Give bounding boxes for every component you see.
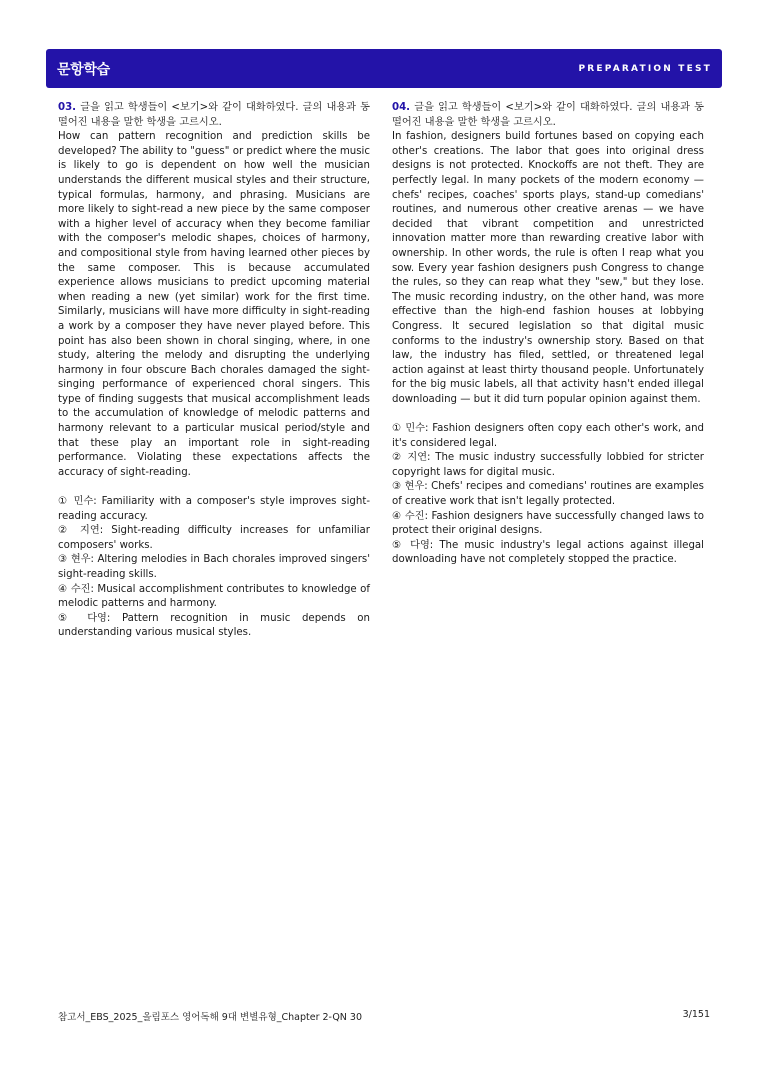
- option-2: ② 지연: Sight-reading difficulty increases for unfamiliar composers' works.: [58, 525, 370, 551]
- option-3: ③ 현우: Chefs' recipes and comedians' routines are examples of creative work that isn't legally protected.: [392, 481, 704, 508]
- header-subtitle: PREPARATION TEST: [578, 63, 712, 74]
- question-03-prompt-text: 글을 읽고 학생들이 <보기>와 같이 대화하였다. 글의 내용과 동떨어진 내용을 말한 학생을 고르시오.: [58, 102, 370, 128]
- question-03: [58, 101, 370, 641]
- footer-source: 참고서_EBS_2025_올림포스 영어독해 9대 변별유형_Chapter 2-QN 30: [58, 1012, 363, 1023]
- header-title: 문항학습: [57, 61, 110, 78]
- question-03-passage: How can pattern recognition and prediction skills be developed? The ability to "guess" or predict where the music is likely to go is dependent on how well the musician understands the different musical styles and their structure, typical formulas, harmony, and phrasing. Musicians are more likely to sight-read a new piece by the same composer with a higher level of accuracy when they become familiar with the composer's melodic shapes, choices of harmony, and compositional style from having learned other pieces by the same composer. This is because accumulated experience allows musicians to predict upcoming material when reading a new (yet similar) work for the first time. Similarly, musicians will have more difficulty in sight-reading a work by a composer they have never played before. This point has also been shown in choral singing, where, in one study, altering the melody and disrupting the underlying harmony in four obscure Bach chorales damaged the sight-singing performance of experienced choral singers. This type of finding suggests that musical accomplishment leads to the accumulation of knowledge of melodic patterns and harmony relevant to a particular musical period/style and that these play an important role in sight-reading performance. Violating these expectations affects the accuracy of sight-reading.: [58, 131, 370, 478]
- question-04-options: [392, 422, 704, 568]
- question-04-number: 04.: [392, 102, 411, 113]
- option-5: ⑤ 다영: The music industry's legal actions against illegal downloading have not completely stopped the practice.: [392, 539, 704, 566]
- question-03-number: 03.: [58, 102, 77, 113]
- question-03-prompt: [58, 101, 370, 130]
- option-4: ④ 수진: Musical accomplishment contributes to knowledge of melodic patterns and harmony.: [58, 583, 370, 610]
- option-1: ① 민수: Fashion designers often copy each other's work, and it's considered legal.: [392, 423, 704, 449]
- question-04-prompt: [392, 101, 704, 130]
- option-4: ④ 수진: Fashion designers have successfully changed laws to protect their original designs.: [392, 510, 704, 537]
- question-03-options: [58, 495, 370, 641]
- option-2: ② 지연: The music industry successfully lobbied for stricter copyright laws for digital music.: [392, 452, 704, 478]
- option-5: ⑤ 다영: Pattern recognition in music depends on understanding various musical styles.: [58, 612, 370, 639]
- footer-page-number: 3/151: [682, 1009, 710, 1020]
- option-1: ① 민수: Familiarity with a composer's style improves sight-reading accuracy.: [58, 496, 370, 522]
- question-04: [392, 101, 704, 568]
- page-header: [46, 49, 722, 88]
- question-04-prompt-text: 글을 읽고 학생들이 <보기>와 같이 대화하였다. 글의 내용과 동떨어진 내용을 말한 학생을 고르시오.: [392, 102, 704, 128]
- option-3: ③ 현우: Altering melodies in Bach chorales improved singers' sight-reading skills.: [58, 554, 370, 580]
- question-04-passage: In fashion, designers build fortunes based on copying each other's creations. The labor that goes into original dress designs is not protected. Knockoffs are not theft. They are perfectly legal. In many pockets of the modern economy — chefs' recipes, coaches' sports plays, stand-up comedians' routines, and numerous other creative arenas — we have decided that vibrant competition and unrestricted innovation matter more than rewarding creative labor with ownership. In other words, the rule is often I reap what you sow. Every year fashion designers push Congress to change the rules, so they can reap what they "sew," but they lose. The music recording industry, on the other hand, was more effective than the high-end fashion houses at lobbying Congress. It secured legislation so that digital music conforms to the industry's ownership story. Based on that law, the industry has filed, settled, or threatened legal action against at least thirty thousand people. Unfortunately for the big music labels, all that activity hasn't ended illegal downloading — but it did turn popular opinion against them.: [392, 131, 704, 405]
